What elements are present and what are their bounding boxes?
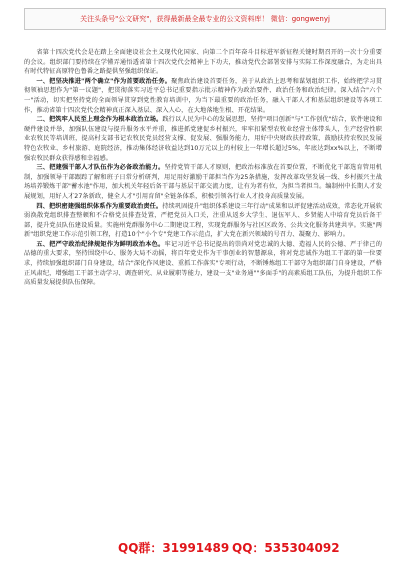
promo-banner: [24, 8, 386, 30]
section-paragraph: [24, 77, 382, 115]
section-body: 牢记习近平总书记提出的崇尚对党忠诚的大德、造福人民的公德、严于律己的品德的重大要求，坚持围绕中心、服务大局不动摇，将百年党史作为干事创业的智慧源泉，将对党忠诚作为组工干部的第一位要求，持续加强组织部门自身建设，结合"深化作风建设、重抓工作落实"专项行动，不断锤炼组工干部守为组织部门自身建设，严格正风肃纪，增强组工干部主动学习、调查研究、从业履职等能力，建设一支"业务通""多面手"的高素质组工队伍，为提升组织工作高质量发展提供队伍保障。: [24, 240, 382, 287]
section-heading: 一、把坚决推进"两个确立"作为首要政治任务。: [36, 77, 172, 85]
section-paragraph: [24, 240, 382, 288]
intro-paragraph: 省第十四次党代会是在踏上全面建设社会主义现代化国家、向第二个百年奋斗目标进军新征程关键时期召开的一次十分重要的会议。组织部门要持续在学懂弄通悟透省第十四次党代会精神上下功夫，推动党代会部署安排与实际工作深度融合，为走出具有时代特征高原特色鲁番之路提供坚强组织保证。: [24, 49, 382, 76]
section-heading: 三、把建强干部人才队伍作为必备政治能力。: [36, 164, 165, 172]
section-body: 聚焦政治建设首要任务，善于从政治上思考和谋划组织工作，始终把学习贯彻领袖思想作为"第一议题"，把贯彻落实习近平总书记重要指示批示精神作为政治要件、政治任务和政治纪律。深入结合"六个一"活动，切实把坚持党的全面领导贯穿到党性教育培训中，为当下最重要的政治任务，融入干部人才和基层组织建设等各项工作，推动省第十四次党代会精神真正深入基层、深入人心，在大地落地生根、开花结果。: [24, 77, 382, 114]
section-paragraph: [24, 115, 382, 163]
banner-text: 关注头条号"公文研究"，获得最新最全最专业的公文资料库！ 微信：gongwenyj: [80, 15, 330, 23]
contact-footer: [0, 538, 408, 558]
section-body: 践行以人民为中心的发展思想，坚持"项目创新"与"工作创优"结合，软件建设和硬件建设并举，加强队伍建设与提升服务水平并重，推进抓党建促乡村振兴，牢牢扣紧型农牧业经营主体带头人，生产经营性职业农牧民等培训班，提高村支部书记农牧民党员经营支撑、促发展、强服务能力，用好中央财政扶持政策，鼓励扶持农牧民发展特色农牧业、乡村旅游、庭院经济，推动集体经济收益达到10万元以上的村较上一年增长超过5%，年底达到xx%以上，不断增强农牧民群众获得感和幸福感。: [24, 116, 382, 162]
qq-group-label: QQ群：31991489: [118, 541, 230, 555]
section-paragraph: [24, 163, 382, 201]
section-paragraph: [24, 202, 382, 240]
section-heading: 四、把织密建强组织体系作为重要政治责任。: [36, 202, 163, 210]
section-heading: 五、把严守政治纪律规矩作为鲜明政治本色。: [36, 240, 165, 248]
section-body: 持续巩固提升"组织体系建设三年行动"成果和以评促建活动成效，常态化开展软弱涣散党组织排查整顿和不合格党员排查处置，严把党员入口关，注重从返乡大学生、退伍军人、乡贤能人中培育党员后备干部，提升党员队伍建设质量。实施州党群服务中心二期建设工程，实现党群服务与社区区政务、公共文化服务共建共享。实施"两新"组织党建工作示范引领工程，打造10个"小个专"党建工作示范点，扩大党在新兴领域的号召力、凝聚力、影响力。: [24, 202, 382, 239]
document-body: [24, 48, 382, 528]
qq-number-label: QQ：535304092: [232, 541, 340, 555]
section-body: 坚持党管干部人才原则，把政治标准放在首要位置，不断优化干部选育管用机制，加强领导干部跟踪了解和班子日常分析研判，用足用好激励干部担当作为25条措施，发挥改革攻坚发展一线、乡村振兴主战场培养锻炼干部"蓄水池"作用，加大机关年轻后备干部与基层干部交流力度，让有为者有位，为担当者担当。编制州中长期人才发展规划，用好人才27条新政，健全人才"引用育留"全链条体系，积极引领各行业人才投身高质量发展。: [24, 164, 382, 200]
section-heading: 二、把筑牢人民至上理念作为根本政治立场。: [36, 116, 163, 124]
